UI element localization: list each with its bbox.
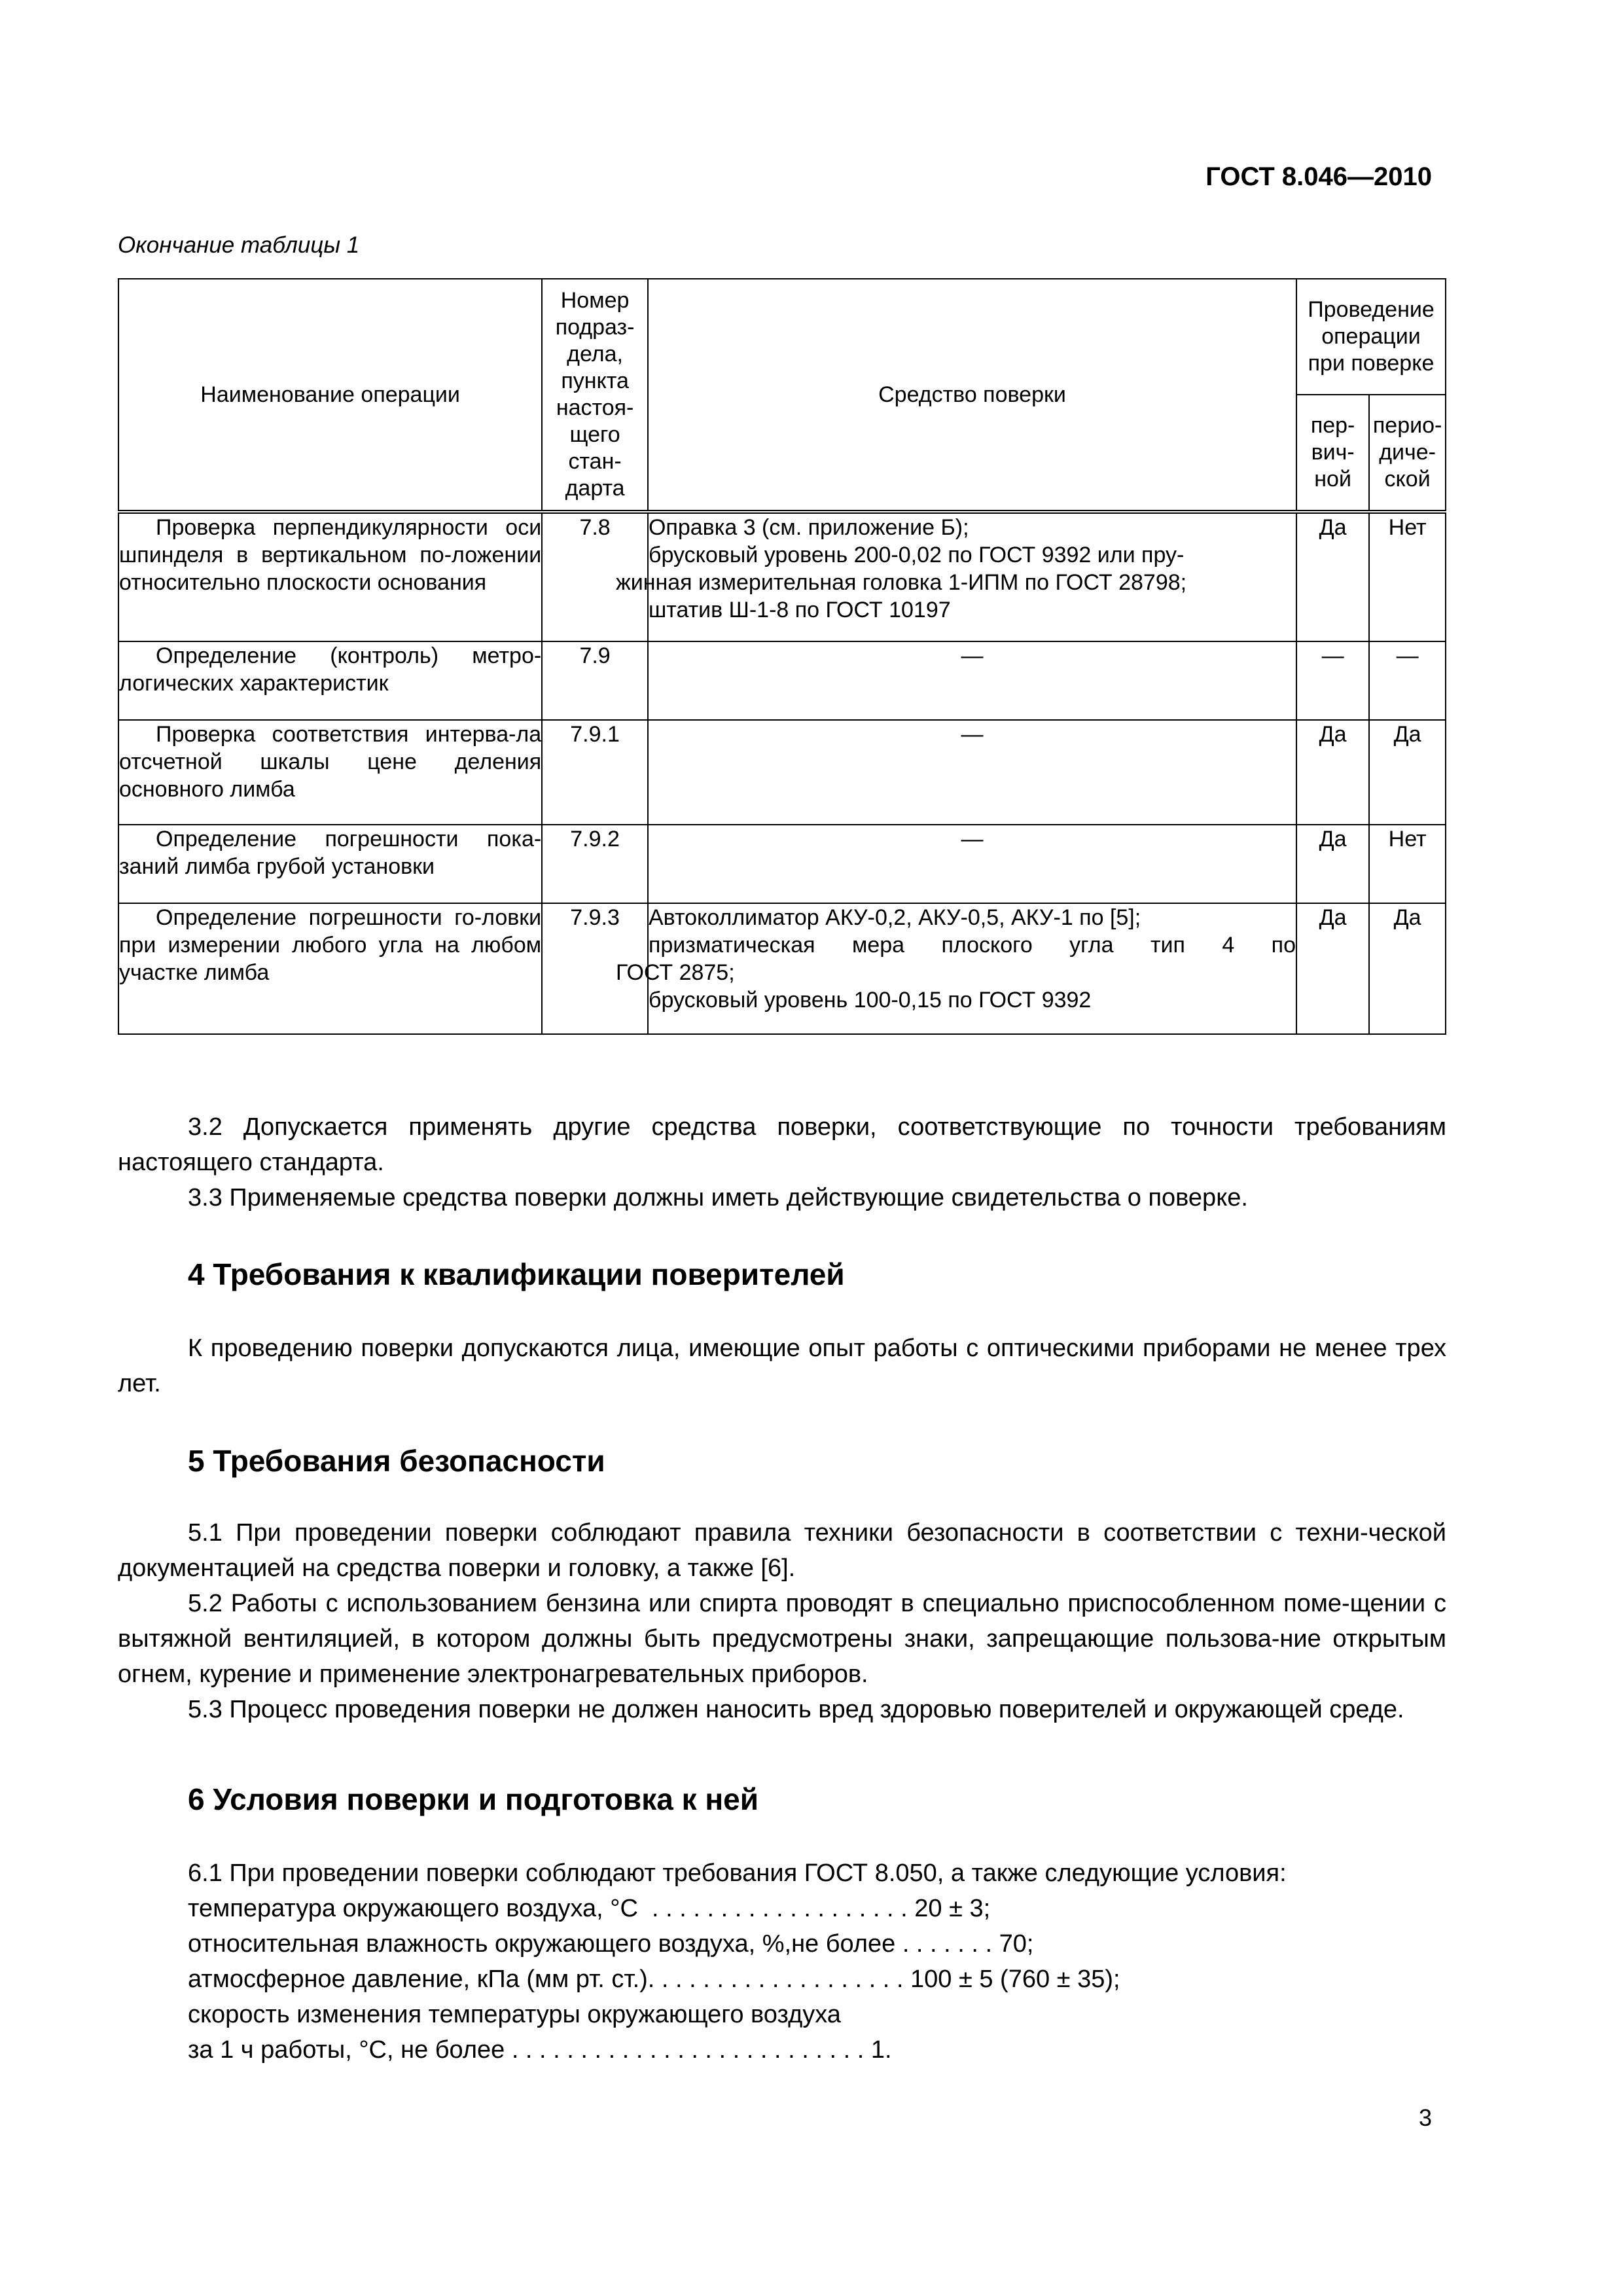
verification-tool: —	[648, 720, 1296, 825]
tool-line: брусковый уровень 100-0,15 по ГОСТ 9392	[648, 988, 1092, 1013]
verification-tool: —	[648, 825, 1296, 903]
tool-line: штатив Ш-1-8 по ГОСТ 10197	[648, 598, 951, 622]
section-4-title: 4 Требования к квалификации поверителей	[188, 1257, 845, 1291]
section-4-text-block	[118, 1331, 1446, 1401]
header-section-number: Номер подраз-дела, пункта настоя-щего стан-дарта	[542, 279, 648, 512]
verification-tool: —	[648, 641, 1296, 720]
tool-line: ГОСТ 2875;	[615, 960, 735, 985]
tool-line: жинная измерительная головка 1-ИПМ по ГОСТ 28798;	[615, 570, 1187, 595]
condition-pressure: атмосферное давление, кПа (мм рт. ст.). . . . . . . . . . . . . . . . . . . 100 ± 5 (760 ± 35);	[188, 1965, 1120, 1993]
primary-mark: —	[1296, 641, 1369, 720]
clause-6-1: 6.1 При проведении поверки соблюдают требования ГОСТ 8.050, а также следующие условия:	[188, 1859, 1287, 1887]
clause-3-2: 3.2 Допускается применять другие средства поверки, соответствующие по точности требованиям настоящего стандарта.	[118, 1113, 1446, 1176]
operation-name: Проверка перпендикулярности оси шпинделя в вертикальном по-ложении относительно плоскости основания	[119, 515, 542, 595]
clause-3-block	[118, 1109, 1446, 1215]
section-5-block	[118, 1515, 1446, 1727]
periodic-mark: —	[1369, 641, 1446, 720]
section-number: 7.9.3	[542, 903, 648, 1034]
periodic-mark: Нет	[1369, 512, 1446, 641]
table-row	[118, 903, 1446, 1034]
operation-name: Определение (контроль) метро-логических характеристик	[119, 643, 542, 696]
header-primary: пер-вич-ной	[1296, 395, 1369, 512]
header-verification-tool: Средство поверки	[648, 279, 1296, 512]
tool-line: Автоколлиматор АКУ-0,2, АКУ-0,5, АКУ-1 по [5];	[648, 905, 1141, 930]
primary-mark: Да	[1296, 903, 1369, 1034]
section-6-block	[118, 1856, 1446, 1891]
clause-5-3: 5.3 Процесс проведения поверки не должен наносить вред здоровью поверителей и окружающей среде.	[188, 1696, 1404, 1723]
table-caption: Окончание таблицы 1	[118, 232, 360, 258]
header-operation-check: Проведение операции при поверке	[1296, 279, 1446, 395]
section-number: 7.9.1	[542, 720, 648, 825]
section-number: 7.8	[542, 512, 648, 641]
page-number: 3	[1418, 2104, 1432, 2131]
primary-mark: Да	[1296, 512, 1369, 641]
table-row	[118, 720, 1446, 825]
verification-tool	[615, 903, 1296, 1034]
periodic-mark: Да	[1369, 903, 1446, 1034]
operation-name: Определение погрешности го-ловки при измерении любого угла на любом участке лимба	[119, 905, 542, 985]
tool-line: Оправка 3 (см. приложение Б);	[648, 515, 969, 540]
section-number: 7.9	[542, 641, 648, 720]
periodic-mark: Нет	[1369, 825, 1446, 903]
section-6-title: 6 Условия поверки и подготовка к ней	[188, 1782, 759, 1816]
table-row	[118, 641, 1446, 720]
operation-name: Проверка соответствия интерва-ла отсчетной шкалы цене деления основного лимба	[119, 722, 542, 802]
table-row	[118, 512, 1446, 641]
condition-temp-rate: за 1 ч работы, °С, не более . . . . . . . . . . . . . . . . . . . . . . . . . . 1.	[188, 2036, 892, 2064]
section-number: 7.9.2	[542, 825, 648, 903]
condition-humidity: относительная влажность окружающего воздуха, %,не более . . . . . . . 70;	[188, 1930, 1034, 1958]
primary-mark: Да	[1296, 825, 1369, 903]
clause-5-2: 5.2 Работы с использованием бензина или спирта проводят в специально приспособленном поме-щении с вытяжной вентиляцией, в котором должны быть предусмотрены знаки, запрещающие пользова-ние открытым огнем, курение и применение электронагревательных приборов.	[118, 1590, 1446, 1688]
tool-line: призматическая мера плоского угла тип 4 по	[648, 933, 1296, 958]
clause-5-1: 5.1 При проведении поверки соблюдают правила техники безопасности в соответствии с техни-ческой документацией на средства поверки и головку, а также [6].	[118, 1519, 1446, 1582]
condition-temperature: температура окружающего воздуха, °С . . . . . . . . . . . . . . . . . . . 20 ± 3;	[188, 1895, 991, 1922]
verification-tool	[615, 512, 1296, 641]
document-code: ГОСТ 8.046—2010	[1205, 162, 1432, 191]
section-4-text: К проведению поверки допускаются лица, имеющие опыт работы с оптическими приборами не менее трех лет.	[118, 1335, 1446, 1397]
tool-line: брусковый уровень 200-0,02 по ГОСТ 9392 или пру-	[648, 543, 1185, 567]
table-row	[118, 825, 1446, 903]
header-operation-name: Наименование операции	[118, 279, 542, 512]
clause-3-3: 3.3 Применяемые средства поверки должны иметь действующие свидетельства о поверке.	[188, 1184, 1248, 1211]
operation-name: Определение погрешности пока-заний лимба грубой установки	[119, 827, 542, 879]
periodic-mark: Да	[1369, 720, 1446, 825]
operations-table	[118, 278, 1446, 1035]
section-5-title: 5 Требования безопасности	[188, 1444, 605, 1478]
header-periodic: перио-диче-ской	[1369, 395, 1446, 512]
condition-temp-rate-label: скорость изменения температуры окружающего воздуха	[188, 2001, 841, 2028]
primary-mark: Да	[1296, 720, 1369, 825]
